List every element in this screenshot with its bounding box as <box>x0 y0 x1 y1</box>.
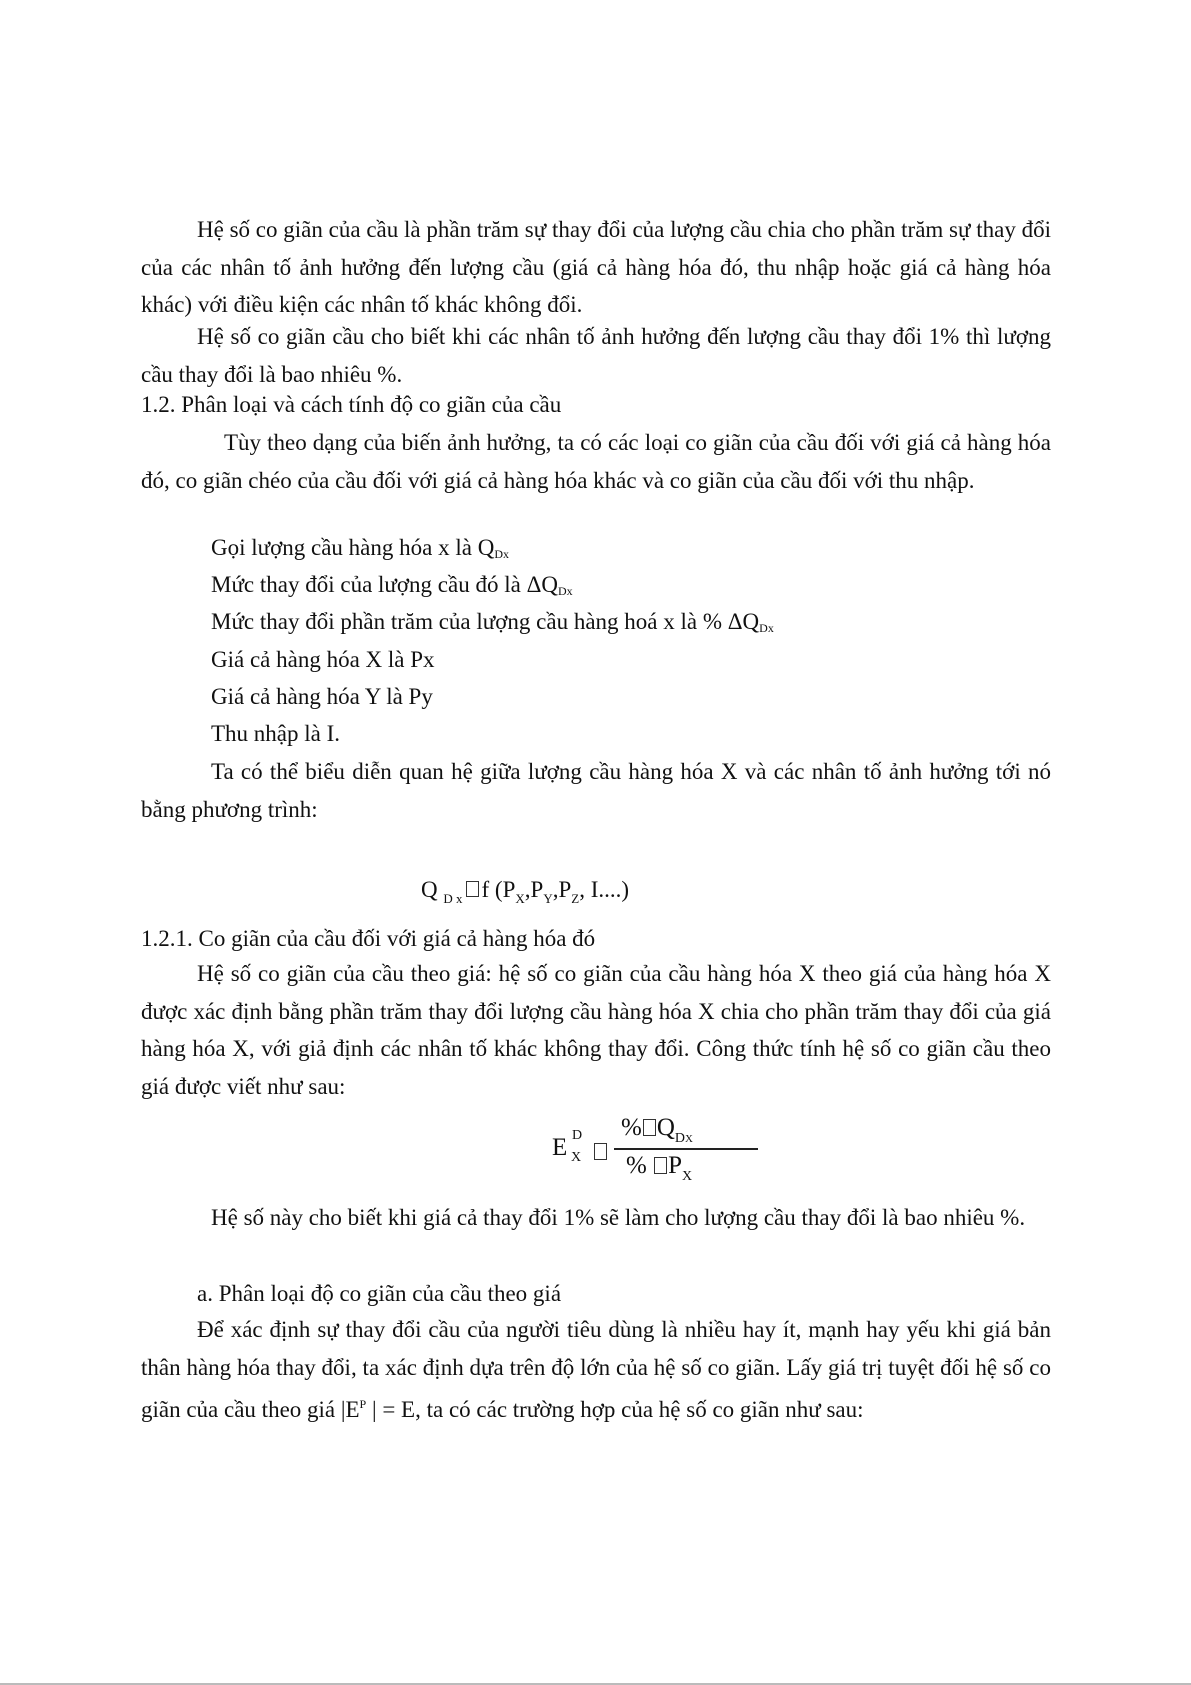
paragraph-price-elasticity: Hệ số co giãn của cầu theo giá: hệ số co giãn của cầu hàng hóa X theo giá của hàng hóa X được xác định bằng phần trăm thay đổi lượng cầu hàng hóa X chia cho phần trăm thay đổi của giá hàng hóa X, với giả định các nhân tố khác không thay đổi. Công thức tính hệ số co giãn cầu theo giá được viết như sau: <box>141 961 1051 1099</box>
definition-text: Mức thay đổi của lượng cầu đó là ΔQ <box>211 572 558 597</box>
formula-e-subscript: X <box>571 1150 582 1165</box>
denominator-p: P <box>668 1152 682 1179</box>
numerator-percent: % <box>621 1114 642 1141</box>
eq-py-subscript: Y <box>543 891 553 906</box>
numerator-q: Q <box>656 1114 675 1141</box>
equals-glyph-box <box>466 881 479 897</box>
eq-function: f (P <box>481 877 516 902</box>
subscript: Dx <box>557 584 573 598</box>
denominator-percent: % <box>626 1152 647 1179</box>
fraction-bar <box>614 1148 758 1150</box>
definition-text: Mức thay đổi phần trăm của lượng cầu hàng hoá x là % ΔQ <box>211 609 760 634</box>
paragraph-elasticity-definition: Hệ số co giãn của cầu là phần trăm sự thay đổi của lượng cầu chia cho phần trăm sự thay đổi của các nhân tố ảnh hưởng đến lượng cầu (giá cả hàng hóa đó, thu nhập hoặc giá cả hàng hóa khác) với điều kiện các nhân tố khác không đổi. <box>141 217 1051 317</box>
formula-e-superscript: D <box>572 1128 583 1143</box>
heading-1-2-1: 1.2.1. Co giãn của cầu đối với giá cả hàng hóa đó <box>141 926 596 951</box>
eq-px-subscript: X <box>515 891 525 906</box>
numerator-subscript: D <box>674 1131 686 1146</box>
subscript: Dx <box>494 547 509 561</box>
numerator-subscript-2: X <box>685 1133 693 1145</box>
paragraph-elasticity-meaning: Hệ số co giãn cầu cho biết khi các nhân tố ảnh hưởng đến lượng cầu thay đổi 1% thì lượng cầu thay đổi là bao nhiêu %. <box>141 324 1051 387</box>
eq-q-subscript: D x <box>443 891 463 906</box>
definition-item-price-x: Giá cả hàng hóa X là Px <box>211 647 435 672</box>
paragraph-coefficient-meaning: Hệ số này cho biết khi giá cả thay đổi 1% sẽ làm cho lượng cầu thay đổi là bao nhiêu %. <box>211 1205 1026 1230</box>
delta-glyph-box <box>654 1157 667 1174</box>
eq-pz: ,P <box>552 877 572 902</box>
formula-numerator <box>621 1114 693 1147</box>
formula-e: E <box>552 1134 568 1161</box>
eq-py: ,P <box>524 877 544 902</box>
denominator-subscript: X <box>681 1169 693 1184</box>
definition-text: Gọi lượng cầu hàng hóa x là Q <box>211 535 495 560</box>
subscript: Dx <box>759 621 774 635</box>
demand-function-equation <box>421 877 629 907</box>
price-elasticity-formula <box>550 1112 750 1192</box>
equals-glyph-box <box>594 1143 607 1160</box>
superscript-p: P <box>359 1397 367 1411</box>
classification-text: Để xác định sự thay đổi cầu của người tiêu dùng là nhiều hay ít, mạnh hay yếu khi giá bản thân hàng hóa thay đổi, ta xác định dựa trên độ lớn của hệ số co giãn. Lấy giá trị tuyệt đối hệ số co giãn của cầu theo giá |E <box>141 1317 1051 1422</box>
definition-item-price-y: Giá cả hàng hóa Y là Py <box>211 684 433 709</box>
delta-glyph-box <box>643 1119 656 1136</box>
heading-a: a. Phân loại độ co giãn của cầu theo giá <box>197 1281 562 1306</box>
eq-q: Q <box>421 877 438 902</box>
formula-denominator <box>626 1152 692 1185</box>
heading-1-2: 1.2. Phân loại và cách tính độ co giãn của cầu <box>141 392 562 417</box>
eq-rest: , I....) <box>579 877 630 902</box>
paragraph-elasticity-types: Tùy theo dạng của biến ảnh hưởng, ta có các loại co giãn của cầu đối với giá cả hàng hóa đó, co giãn chéo của cầu đối với giá cả hàng hóa khác và co giãn của cầu đối với thu nhập. <box>141 430 1051 493</box>
eq-pz-subscript: Z <box>571 891 580 906</box>
definition-item-income: Thu nhập là I. <box>211 721 341 746</box>
paragraph-relation: Ta có thể biểu diễn quan hệ giữa lượng cầu hàng hóa X và các nhân tố ảnh hưởng tới nó bằng phương trình: <box>141 759 1051 822</box>
classification-text-end: | = E, ta có các trường hợp của hệ số co giãn như sau: <box>366 1397 864 1422</box>
paragraph-classification <box>141 1311 1051 1429</box>
